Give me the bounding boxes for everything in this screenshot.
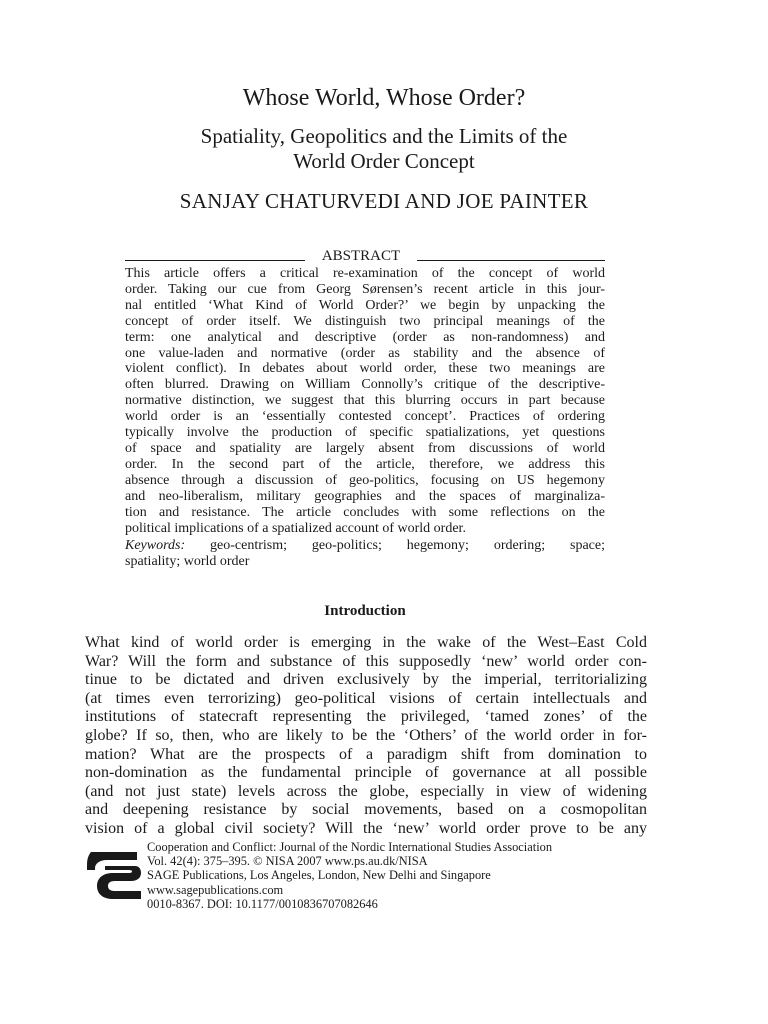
abstract-line: often blurred. Drawing on William Connolly’s critique of the descriptive- <box>125 377 605 393</box>
journal-footer <box>85 840 655 930</box>
body-line: What kind of world order is emerging in the wake of the West–East Cold <box>85 634 647 651</box>
abstract-line: violent conflict). In debates about world order, these two meanings are <box>125 361 605 377</box>
keywords-line: spatiality; world order <box>125 554 250 569</box>
abstract-line: typically involve the production of specific spatializations, yet questions <box>125 425 605 441</box>
keywords-line <box>125 538 605 554</box>
abstract-text <box>125 266 605 536</box>
abstract-line: order. In the second part of the article, therefore, we address this <box>125 456 605 472</box>
body-line: (at times even terrorizing) geo-political visions of certain intellectuals and <box>85 689 647 707</box>
abstract-line: concept of order itself. We distinguish two principal meanings of the <box>125 313 605 329</box>
abstract-line: political implications of a spatialized account of world order. <box>125 520 466 536</box>
abstract-line: term: one analytical and descriptive (order as non-randomness) and <box>125 329 605 345</box>
abstract-line: order. Taking our cue from Georg Sørensen’s recent article in this jour- <box>125 281 605 297</box>
body-line: (and not just state) levels across the globe, especially in view of widening <box>85 782 647 800</box>
abstract-line: nal entitled ‘What Kind of World Order?’ we begin by unpacking the <box>125 297 605 313</box>
keywords-list: geo-centrism; geo-politics; hegemony; ordering; space; <box>185 538 605 553</box>
body-line: non-domination as the fundamental principle of governance at all possible <box>85 764 647 782</box>
abstract-line: absence through a discussion of geo-politics, focusing on US hegemony <box>125 472 605 488</box>
abstract-rule-left <box>125 260 305 261</box>
abstract-line: world order is an ‘essentially contested concept’. Practices of ordering <box>125 409 605 425</box>
citation-website: www.sagepublications.com <box>147 882 284 897</box>
subtitle-line: World Order Concept <box>293 149 475 173</box>
abstract-line: tion and resistance. The article concludes with some reflections on the <box>125 504 605 520</box>
article-authors: SANJAY CHATURVEDI AND JOE PAINTER <box>179 189 589 213</box>
body-line: mation? What are the prospects of a paradigm shift from domination to <box>85 745 647 763</box>
citation-doi: 0010-8367. DOI: 10.1177/0010836707082646 <box>147 896 378 911</box>
citation-volume: Vol. 42(4): 375–395. © NISA 2007 www.ps.au.dk/NISA <box>147 854 428 869</box>
abstract-heading: ABSTRACT <box>321 248 401 264</box>
body-line: and deepening resistance by social movements, based on a cosmopolitan <box>85 801 647 819</box>
subtitle-line: Spatiality, Geopolitics and the Limits of the <box>200 124 568 148</box>
keywords-label: Keywords: <box>125 538 186 553</box>
abstract-line: one value-laden and normative (order as stability and the absence of <box>125 345 605 361</box>
body-line: War? Will the form and substance of this supposedly ‘new’ world order con- <box>85 652 647 670</box>
introduction-text <box>85 634 647 839</box>
sage-publisher-logo-icon <box>85 844 143 904</box>
abstract-rule-right <box>417 260 605 261</box>
body-line: institutions of statecraft representing the privileged, ‘tamed zones’ of the <box>85 708 647 726</box>
abstract-heading-row <box>125 246 605 266</box>
abstract-line: normative distinction, we suggest that this blurring occurs in part because <box>125 393 605 409</box>
body-line: tinue to be dictated and driven exclusively by the imperial, territorializing <box>85 671 647 689</box>
section-heading-introduction: Introduction <box>324 603 406 619</box>
article-title: Whose World, Whose Order? <box>242 85 526 111</box>
body-line: globe? If so, then, who are likely to be the ‘Others’ of the world order in for- <box>85 726 647 744</box>
abstract-line: and neo-liberalism, military geographies and the spaces of marginaliza- <box>125 488 605 504</box>
article-subtitle <box>0 124 768 174</box>
journal-citation <box>147 840 657 911</box>
citation-publisher: SAGE Publications, Los Angeles, London, New Delhi and Singapore <box>147 868 491 883</box>
abstract-line: This article offers a critical re-examination of the concept of world <box>125 266 605 281</box>
body-line: vision of a global civil society? Will the ‘new’ world order prove to be any <box>85 819 647 837</box>
keywords-block <box>125 538 605 570</box>
abstract-line: of space and spatiality are largely absent from discussions of world <box>125 440 605 456</box>
citation-journal: Cooperation and Conflict: Journal of the Nordic International Studies Association <box>147 840 553 854</box>
